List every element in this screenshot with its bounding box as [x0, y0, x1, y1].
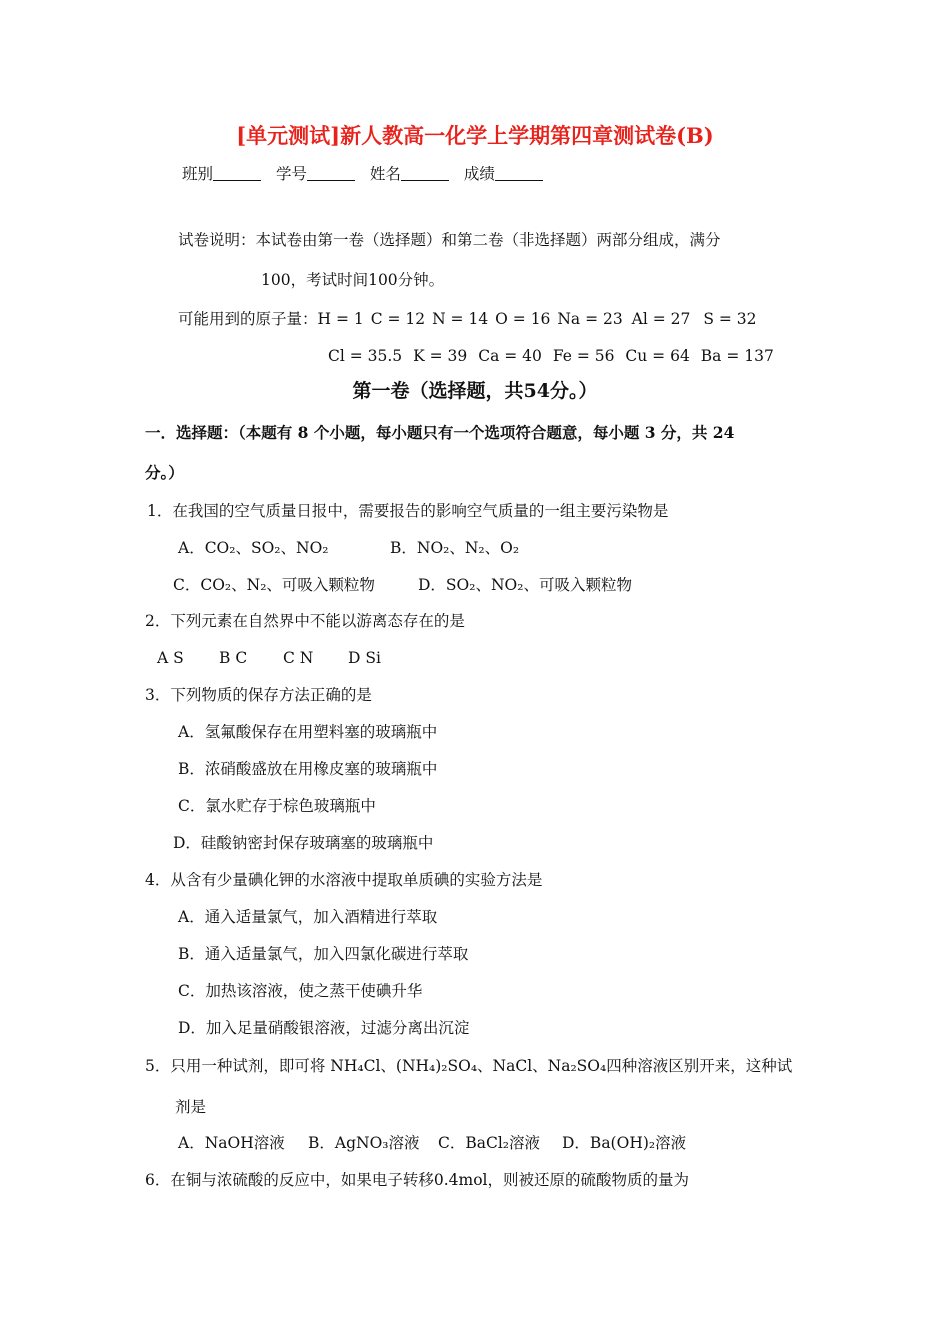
question-4-option-b: B．通入适量氯气，加入四氯化碳进行萃取 — [178, 945, 469, 963]
question-3-stem: 3．下列物质的保存方法正确的是 — [145, 686, 372, 704]
mass-ca: Ca = 40 — [478, 347, 542, 365]
question-6-stem: 6．在铜与浓硫酸的反应中，如果电子转移0.4mol，则被还原的硫酸物质的量为 — [145, 1171, 690, 1189]
question-3-option-a: A．氢氟酸保存在用塑料塞的玻璃瓶中 — [178, 723, 438, 741]
question-1-option-a: A．CO₂、SO₂、NO₂ — [178, 539, 329, 557]
question-2-option-a: A S — [157, 649, 184, 667]
class-label: 班别 — [182, 165, 214, 183]
name-label: 姓名 — [369, 165, 401, 183]
mass-fe: Fe = 56 — [552, 347, 615, 365]
question-2-option-d: D Si — [348, 649, 381, 667]
question-5-option-c: C．BaCl₂溶液 — [438, 1134, 541, 1152]
question-3-option-c: C．氯水贮存于棕色玻璃瓶中 — [178, 797, 376, 815]
mass-n: N = 14 — [432, 310, 489, 328]
question-5-option-b: B．AgNO₃溶液 — [308, 1134, 420, 1152]
question-1-option-d: D．SO₂、NO₂、可吸入颗粒物 — [418, 576, 632, 594]
question-3-option-d: D．硅酸钠密封保存玻璃塞的玻璃瓶中 — [173, 834, 434, 852]
part-1-heading-line-1: 一．选择题：（本题有 8 个小题，每小题只有一个选项符合题意，每小题 3 分，共 24 — [145, 423, 735, 442]
atomic-masses-row-2 — [328, 346, 774, 366]
student-number-label: 学号 — [275, 165, 307, 183]
mass-ba: Ba = 137 — [700, 347, 774, 365]
atomic-masses-label: 可能用到的原子量： — [178, 310, 318, 328]
question-3-option-b: B．浓硝酸盛放在用橡皮塞的玻璃瓶中 — [178, 760, 438, 778]
mass-k: K = 39 — [413, 347, 468, 365]
section-1-title: 第一卷（选择题，共54分。） — [352, 380, 598, 402]
question-4-option-a: A．通入适量氯气，加入酒精进行萃取 — [178, 908, 438, 926]
student-number-blank — [307, 166, 355, 181]
mass-al: Al = 27 — [631, 310, 691, 328]
question-2-option-c: C N — [283, 649, 314, 667]
instructions-line-2: 100，考试时间100分钟。 — [261, 271, 445, 289]
name-blank — [401, 166, 449, 181]
class-blank — [213, 166, 261, 181]
question-2-option-b: B C — [219, 649, 248, 667]
page-title: [单元测试]新人教高一化学上学期第四章测试卷(B) — [236, 123, 714, 148]
score-label: 成绩 — [463, 165, 495, 183]
score-blank — [495, 166, 543, 181]
question-5-stem-line-1: 5．只用一种试剂，即可将 NH₄Cl、(NH₄)₂SO₄、NaCl、Na₂SO₄四种溶液区别开来，这种试 — [145, 1057, 793, 1075]
mass-c: C = 12 — [370, 310, 426, 328]
part-1-heading-line-2: 分。） — [145, 463, 184, 482]
question-5-option-a: A．NaOH溶液 — [178, 1134, 285, 1152]
mass-o: O = 16 — [495, 310, 551, 328]
question-1-option-c: C．CO₂、N₂、可吸入颗粒物 — [173, 576, 375, 594]
mass-cu: Cu = 64 — [625, 347, 690, 365]
question-2-stem: 2．下列元素在自然界中不能以游离态存在的是 — [145, 612, 465, 630]
question-4-option-c: C．加热该溶液，使之蒸干使碘升华 — [178, 982, 423, 1000]
atomic-masses-row-1 — [178, 309, 757, 329]
question-5-stem-line-2: 剂是 — [175, 1098, 207, 1116]
question-4-stem: 4．从含有少量碘化钾的水溶液中提取单质碘的实验方法是 — [145, 871, 543, 889]
instructions-line-1: 试卷说明：本试卷由第一卷（选择题）和第二卷（非选择题）两部分组成，满分 — [178, 231, 721, 249]
question-1-option-b: B．NO₂、N₂、O₂ — [390, 539, 520, 557]
question-4-option-d: D．加入足量硝酸银溶液，过滤分离出沉淀 — [178, 1019, 470, 1037]
mass-s: S = 32 — [703, 310, 757, 328]
mass-na: Na = 23 — [557, 310, 623, 328]
student-info-row — [182, 164, 553, 184]
question-5-option-d: D．Ba(OH)₂溶液 — [562, 1134, 687, 1152]
mass-h: H = 1 — [317, 310, 364, 328]
mass-cl: Cl = 35.5 — [328, 347, 403, 365]
question-1-stem: 1．在我国的空气质量日报中，需要报告的影响空气质量的一组主要污染物是 — [147, 502, 669, 520]
